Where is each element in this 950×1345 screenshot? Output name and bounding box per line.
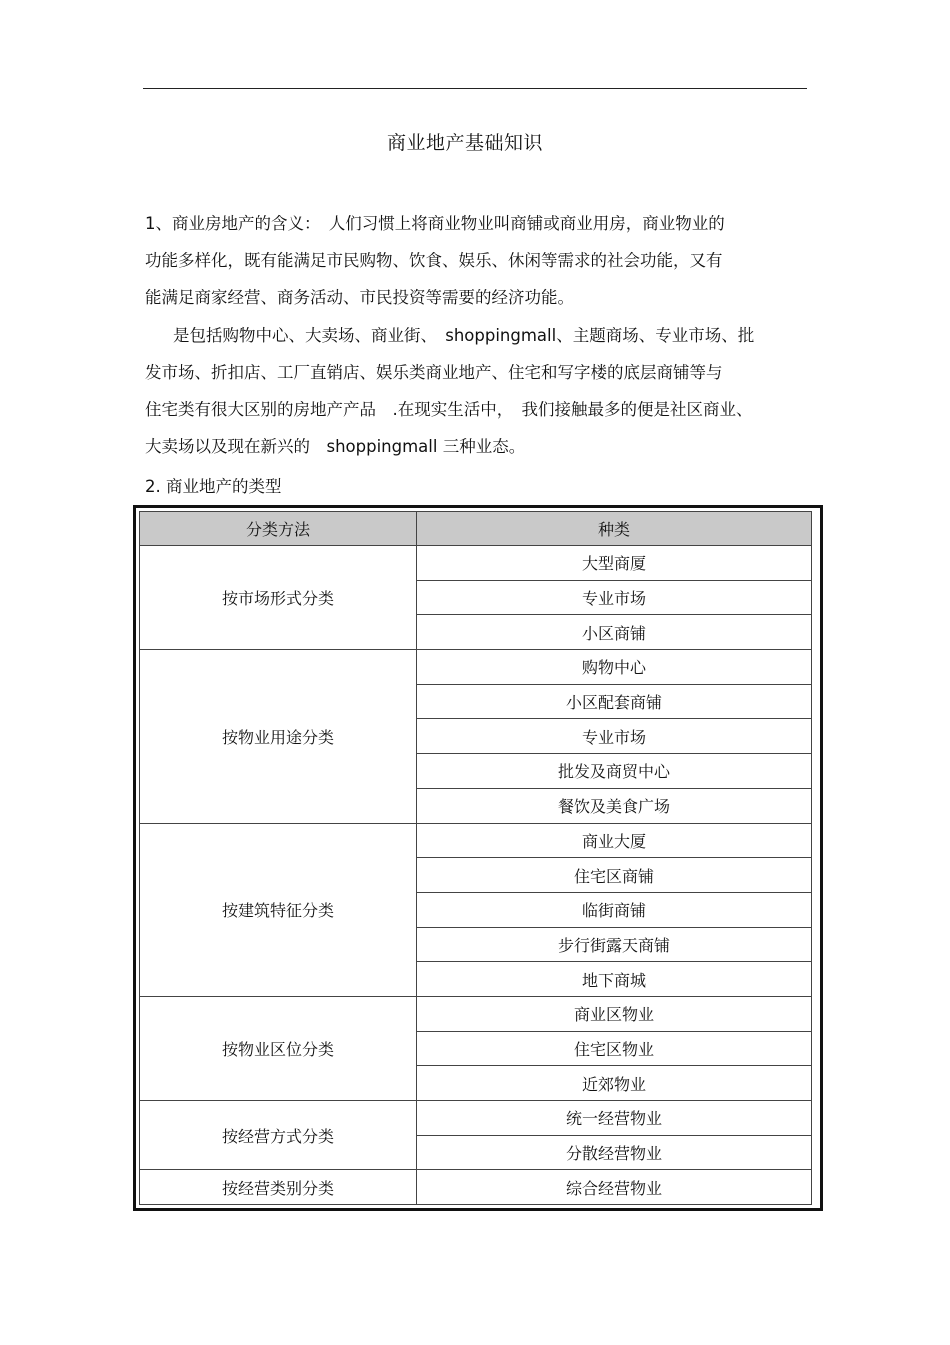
text-line: 是包括购物中心、大卖场、商业街、 shoppingmall、主题商场、专业市场、批: [173, 326, 755, 345]
types-table: [139, 511, 812, 1205]
type-cell: 商业大厦: [417, 823, 812, 858]
table-row: [140, 650, 812, 685]
category-cell: 按市场形式分类: [140, 546, 417, 650]
type-cell: 批发及商贸中心: [417, 754, 812, 789]
table-row: [140, 546, 812, 581]
type-cell: 近郊物业: [417, 1066, 812, 1101]
text-line: 住宅类有很大区别的房地产产品 .在现实生活中， 我们接触最多的便是社区商业、: [145, 400, 753, 419]
category-cell: 按经营方式分类: [140, 1101, 417, 1170]
type-cell: 统一经营物业: [417, 1101, 812, 1136]
category-cell: 按经营类别分类: [140, 1170, 417, 1205]
type-cell: 综合经营物业: [417, 1170, 812, 1205]
type-cell: 住宅区商铺: [417, 858, 812, 893]
type-cell: 小区配套商铺: [417, 684, 812, 719]
document-title: 商业地产基础知识: [386, 132, 543, 154]
type-cell: 临街商铺: [417, 892, 812, 927]
text-line: 发市场、折扣店、工厂直销店、娱乐类商业地产、住宅和写字楼的底层商铺等与: [145, 363, 723, 382]
paragraph-scope: [145, 317, 805, 465]
type-cell: 商业区物业: [417, 996, 812, 1031]
table-header-row: [140, 512, 812, 546]
type-cell: 小区商铺: [417, 615, 812, 650]
section-heading: 2. 商业地产的类型: [145, 477, 282, 496]
type-cell: 地下商城: [417, 962, 812, 997]
category-cell: 按物业用途分类: [140, 650, 417, 823]
text-line: 能满足商家经营、商务活动、市民投资等需要的经济功能。: [145, 288, 574, 307]
type-cell: 专业市场: [417, 580, 812, 615]
category-cell: 按建筑特征分类: [140, 823, 417, 996]
type-cell: 大型商厦: [417, 546, 812, 581]
types-table-frame: [133, 505, 823, 1211]
header-method: 分类方法: [140, 512, 417, 546]
header-rule: [143, 88, 807, 89]
type-cell: 专业市场: [417, 719, 812, 754]
category-cell: 按物业区位分类: [140, 996, 417, 1100]
table-row: [140, 1170, 812, 1205]
header-type: 种类: [417, 512, 812, 546]
text-line: 功能多样化，既有能满足市民购物、饮食、娱乐、休闲等需求的社会功能，又有: [145, 251, 723, 270]
table-row: [140, 996, 812, 1031]
type-cell: 步行街露天商铺: [417, 927, 812, 962]
type-cell: 分散经营物业: [417, 1135, 812, 1170]
type-cell: 餐饮及美食广场: [417, 788, 812, 823]
table-row: [140, 823, 812, 858]
type-cell: 住宅区物业: [417, 1031, 812, 1066]
table-row: [140, 1101, 812, 1136]
paragraph-definition: [145, 205, 805, 316]
type-cell: 购物中心: [417, 650, 812, 685]
text-line: 大卖场以及现在新兴的 shoppingmall 三种业态。: [145, 437, 526, 456]
text-line: 1、商业房地产的含义： 人们习惯上将商业物业叫商铺或商业用房，商业物业的: [145, 214, 725, 233]
